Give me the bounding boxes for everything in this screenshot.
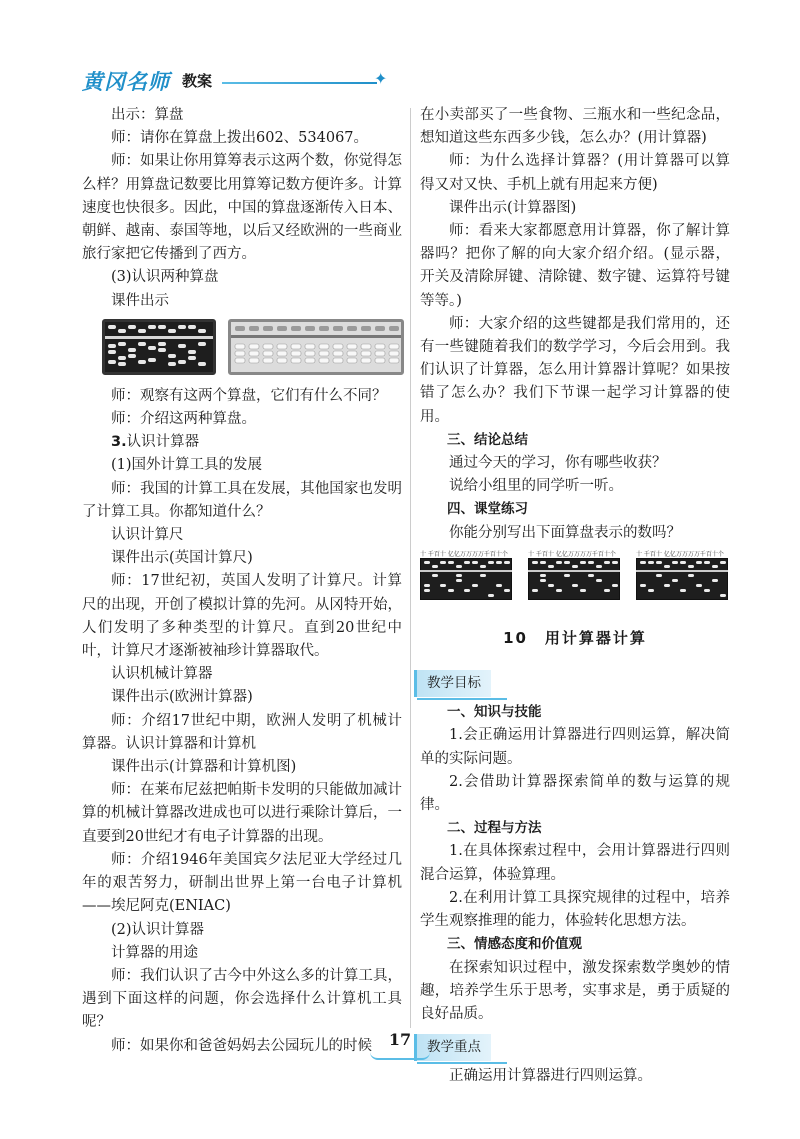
paragraph: 师：17世纪初，英国人发明了计算尺。计算尺的出现，开创了模拟计算的先河。从冈特开始，人们发明了多种类型的计算尺。直到20世纪中叶，计算尺才逐渐被袖珍计算器取代。	[82, 573, 402, 660]
paragraph: 师：介绍1946年美国宾夕法尼亚大学经过几年的艰苦努力，研制出世界上第一台电子计算机——埃尼阿克(ENIAC)	[82, 851, 402, 915]
page-number: 17	[388, 1030, 412, 1049]
sparkle-icon: ✦	[374, 69, 388, 88]
paragraph: 师：如果让你用算筹表示这两个数，你觉得怎么样？用算盘记数要比用算筹记数方便许多。计算速度也快很多。因此，中国的算盘逐渐传入日本、朝鲜、越南、泰国等地，以后又经欧洲的一些商业旅行家把它传播到了西方。	[82, 153, 402, 263]
abacus-image	[528, 558, 620, 600]
paragraph: (2)认识计算器	[111, 921, 205, 938]
heading-number: 3.	[111, 434, 127, 451]
paragraph: 你能分别写出下面算盘表示的数吗？	[449, 524, 681, 541]
paragraph: 师：为什么选择计算器？(用计算器可以算得又对又快、手机上就有用起来方便)	[420, 153, 730, 193]
paragraph: 认识机械计算器	[111, 666, 213, 683]
lesson-title: 10 用计算器计算	[503, 628, 647, 647]
paragraph: 师：如果你和爸爸妈妈去公园玩儿的时候	[111, 1037, 372, 1054]
paragraph: 课件出示	[111, 292, 169, 309]
abacus-chinese-image	[102, 319, 216, 375]
paragraph: 师：我们认识了古今中外这么多的计算工具，遇到下面这样的问题，你会选择什么计算机工具呢？	[82, 967, 402, 1031]
page-number-ornament	[370, 1052, 430, 1060]
paragraph: 1.在具体探索过程中，会用计算器进行四则混合运算，体验算理。	[420, 843, 730, 883]
section-heading: 一、知识与技能	[447, 704, 542, 721]
heading-text: 认识计算器	[126, 434, 200, 451]
paragraph: 2.会借助计算器探索简单的数与运算的规律。	[420, 773, 730, 814]
paragraph: 师：我国的计算工具在发展，其他国家也发明了计算工具。你都知道什么？	[82, 480, 402, 520]
paragraph: 认识计算尺	[111, 527, 184, 544]
abacus-japanese-image	[228, 319, 404, 375]
abacus-place-label: 十 千百十 亿亿万万万万千百十个	[420, 550, 508, 558]
exercise-abacus	[420, 551, 512, 608]
paragraph: 师：介绍17世纪中期，欧洲人发明了机械计算器。认识计算器和计算机	[82, 712, 402, 752]
paragraph: 师：介绍这两种算盘。	[111, 411, 256, 428]
paragraph: 师：在莱布尼兹把帕斯卡发明的只能做加减计算的机械计算器改进成也可以进行乘除计算后，一直要到20世纪才有电子计算器的出现。	[82, 782, 402, 845]
paragraph: 师：观察有这两个算盘，它们有什么不同？	[111, 387, 387, 404]
paragraph: 师：看来大家都愿意用计算器，你了解计算器吗？把你了解的向大家介绍介绍。(显示器，开关及清除屏键、清除键、数字键、运算符号键等等。)	[420, 223, 730, 309]
section-heading: 三、情感态度和价值观	[447, 936, 582, 953]
paragraph: 师：请你在算盘上拨出602、534067。	[111, 130, 369, 147]
teaching-goals-tag: 教学目标	[414, 670, 491, 697]
section-heading: 四、课堂练习	[447, 501, 528, 518]
abacus-place-label: 十 千百十 亿亿万万万万千百十个	[528, 550, 616, 558]
paragraph: 课件出示(英国计算尺)	[111, 550, 253, 567]
paragraph: 在探索知识过程中，激发探索数学奥妙的情趣，培养学生乐于思考，实事求是，勇于质疑的良好品质。	[420, 959, 730, 1022]
abacus-place-label: 十 千百十 亿亿万万万万千百十个	[636, 550, 724, 558]
section-heading: 三、结论总结	[447, 431, 528, 448]
paragraph: 课件出示(欧洲计算器)	[111, 689, 253, 706]
paragraph: 正确运用计算器进行四则运算。	[449, 1068, 652, 1085]
abacus-image	[636, 558, 728, 600]
teaching-focus-tag: 教学重点	[414, 1034, 491, 1061]
left-column	[82, 104, 402, 1058]
paragraph: 通过今天的学习，你有哪些收获？	[449, 455, 667, 472]
paragraph: 说给小组里的同学听一听。	[449, 478, 623, 495]
paragraph: 在小卖部买了一些食物、三瓶水和一些纪念品，想知道这些东西多少钱，怎么办？(用计算器)	[420, 107, 730, 147]
paragraph: 师：大家介绍的这些键都是我们常用的，还有一些键随着我们的数学学习，今后会用到。我们认识了计算器，怎么用计算器计算呢？如果按错了怎么办？我们下节课一起学习计算器的使用。	[420, 315, 730, 425]
paragraph: (1)国外计算工具的发展	[111, 457, 263, 474]
paragraph: 计算器的用途	[111, 944, 198, 961]
paragraph: 1.会正确运用计算器进行四则运算，解决简单的实际问题。	[420, 727, 730, 767]
right-column	[420, 104, 730, 1089]
paragraph: 出示：算盘	[111, 107, 184, 123]
column-divider	[410, 108, 411, 1028]
paragraph: 课件出示(计算器图)	[449, 199, 577, 216]
paragraph: (3)认识两种算盘	[111, 269, 219, 286]
exercise-abacus-figure	[420, 551, 730, 613]
section-heading: 二、过程与方法	[447, 820, 542, 837]
brand-logo: 黄冈名师	[82, 70, 170, 94]
abacus-image	[420, 558, 512, 600]
brand-subtitle: 教案	[182, 72, 213, 90]
heading	[82, 431, 402, 454]
header-rule	[222, 82, 377, 84]
paragraph: 课件出示(计算器和计算机图)	[111, 759, 297, 776]
two-abacus-figure	[102, 319, 402, 381]
exercise-abacus	[528, 551, 620, 608]
page-header	[82, 66, 388, 96]
exercise-abacus	[636, 551, 728, 608]
paragraph: 2.在利用计算工具探究规律的过程中，培养学生观察推理的能力，体验转化思想方法。	[420, 889, 730, 930]
